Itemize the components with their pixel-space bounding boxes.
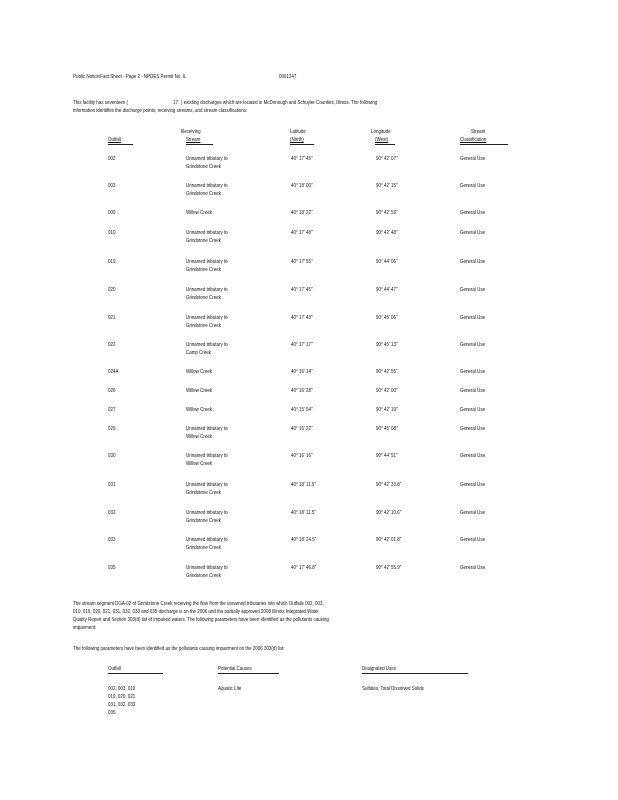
classification-cell: General Use (460, 510, 486, 516)
bottom-potential-cause: Aquatic Life (218, 686, 242, 692)
classification-cell: General Use (460, 369, 486, 375)
longitude-cell: 90° 45' 06" (376, 315, 398, 321)
receiving-stream-line-1: Unnamed tributary to (186, 156, 228, 162)
classification-cell: General Use (460, 482, 486, 488)
longitude-cell: 90° 42' 07" (376, 156, 398, 162)
bottom-underline-outfall (108, 673, 163, 674)
impairment-line-2: 010, 019, 020, 021, 031, 032, 033 and 035 discharge is on the 2006 and the partially approved 2008 Illinois Integrated Water (73, 609, 319, 615)
receiving-stream-line-2: Willow Creek (186, 434, 213, 440)
table-row (0, 183, 618, 199)
receiving-stream-line-1: Willow Creek (186, 388, 213, 394)
longitude-cell: 90° 42' 01.8" (376, 537, 402, 543)
receiving-stream-line-2: Willow Creek (186, 461, 213, 467)
outfall-cell: 032 (108, 510, 116, 516)
longitude-cell: 90° 42' 33.8" (376, 482, 402, 488)
impairment-line-1: The stream segment DGA-02 of Grindstone Creek receiving the flow from the unnamed tributaries into which Outfalls 002, 003, (73, 601, 324, 607)
longitude-cell: 90° 42' 55.9" (376, 565, 402, 571)
latitude-cell: 40° 18' 24.5" (291, 537, 317, 543)
intro-outfall-count: 17 (173, 100, 178, 106)
classification-cell: General Use (460, 453, 486, 459)
header-latitude-north: (North) (290, 137, 304, 143)
receiving-stream-line-1: Willow Creek (186, 369, 213, 375)
table-row (0, 388, 618, 404)
receiving-stream-line-1: Unnamed tributary to (186, 453, 228, 459)
latitude-cell: 40° 17' 43" (291, 315, 313, 321)
header-underline-longitude (375, 144, 395, 145)
classification-cell: General Use (460, 156, 486, 162)
classification-cell: General Use (460, 342, 486, 348)
latitude-cell: 40° 16' 22" (291, 426, 313, 432)
bottom-outfall-line-1: 002, 003, 010 (108, 686, 136, 692)
table-row (0, 565, 618, 581)
latitude-cell: 40° 18' 22" (291, 210, 313, 216)
outfall-cell: 026 (108, 388, 116, 394)
bottom-outfall-line-3: 031, 032, 033 (108, 702, 136, 708)
receiving-stream-line-2: Grindstone Creek (186, 295, 221, 301)
longitude-cell: 90° 42' 48" (376, 230, 398, 236)
header-classification: Classification (460, 137, 487, 143)
outfall-cell: 019 (108, 259, 116, 265)
latitude-cell: 40° 17' 48" (291, 230, 313, 236)
header-underline-outfall (108, 144, 133, 145)
table-row (0, 230, 618, 246)
table-row (0, 210, 618, 226)
outfall-cell: 027 (108, 407, 116, 413)
latitude-cell: 40° 16' 28" (291, 388, 313, 394)
longitude-cell: 90° 42' 10.6" (376, 510, 402, 516)
impairment-line-4: impairment: (73, 625, 97, 631)
longitude-cell: 90° 42' 53" (376, 210, 398, 216)
bottom-header-outfall: Outfall (108, 666, 121, 672)
classification-cell: General Use (460, 259, 486, 265)
classification-cell: General Use (460, 287, 486, 293)
table-row (0, 426, 618, 442)
latitude-cell: 40° 16' 14" (291, 369, 313, 375)
longitude-cell: 90° 45' 13" (376, 342, 398, 348)
header-longitude: Longitude (371, 129, 391, 135)
longitude-cell: 90° 44' 06" (376, 259, 398, 265)
outfall-cell: 003 (108, 183, 116, 189)
table-row (0, 482, 618, 498)
header-underline-classification (460, 144, 508, 145)
outfall-cell: 021 (108, 315, 116, 321)
receiving-stream-line-2: Grindstone Creek (186, 518, 221, 524)
receiving-stream-line-1: Unnamed tributary to (186, 230, 228, 236)
bottom-outfall-line-4: 035 (108, 710, 116, 716)
classification-cell: General Use (460, 426, 486, 432)
table-row (0, 369, 618, 385)
table-row (0, 510, 618, 526)
header-receiving: Receiving (181, 129, 201, 135)
longitude-cell: 90° 44' 47" (376, 287, 398, 293)
receiving-stream-line-2: Grindstone Creek (186, 191, 221, 197)
outfall-cell: 031 (108, 482, 116, 488)
latitude-cell: 40° 15' 54" (291, 407, 313, 413)
outfall-cell: 010 (108, 230, 116, 236)
latitude-cell: 40° 17' 45" (291, 287, 313, 293)
table-row (0, 287, 618, 303)
header-underline-stream (186, 144, 213, 145)
outfall-cell: 035 (108, 565, 116, 571)
longitude-cell: 90° 45' 08" (376, 426, 398, 432)
bottom-outfall-line-2: 019, 020, 021 (108, 694, 136, 700)
latitude-cell: 40° 17' 45" (291, 156, 313, 162)
intro-line-1-end: ) existing discharges which are located in McDonough and Schuyler Counties, Illinois. The following (181, 100, 378, 106)
classification-cell: General Use (460, 183, 486, 189)
receiving-stream-line-1: Willow Creek (186, 210, 213, 216)
longitude-cell: 90° 44' 51" (376, 453, 398, 459)
longitude-cell: 90° 42' 19" (376, 407, 398, 413)
bottom-underline-uses (362, 673, 468, 674)
outfall-cell: 024A (108, 369, 119, 375)
receiving-stream-line-1: Unnamed tributary to (186, 342, 228, 348)
outfall-cell: 029 (108, 426, 116, 432)
table-row (0, 259, 618, 275)
bottom-header-uses: Designated Uses (362, 666, 396, 672)
bottom-designated-use: Sulfates, Total Dissolved Solids (362, 686, 424, 692)
receiving-stream-line-2: Grindstone Creek (186, 573, 221, 579)
header-title: Public Notice/Fact Sheet - Page 2 - NPDES Permit No. IL (73, 74, 187, 80)
header-latitude: Latitude (290, 129, 306, 135)
classification-cell: General Use (460, 388, 486, 394)
latitude-cell: 40° 17' 55" (291, 259, 313, 265)
header-outfall: Outfall (108, 137, 121, 143)
receiving-stream-line-2: Grindstone Creek (186, 323, 221, 329)
receiving-stream-line-1: Unnamed tributary to (186, 426, 228, 432)
outfall-cell: 009 (108, 210, 116, 216)
latitude-cell: 40° 17' 46.8" (291, 565, 317, 571)
latitude-cell: 40° 16' 16" (291, 453, 313, 459)
header-stream-top: Stream (471, 129, 486, 135)
outfall-cell: 033 (108, 537, 116, 543)
latitude-cell: 40° 17' 17" (291, 342, 313, 348)
receiving-stream-line-1: Unnamed tributary to (186, 259, 228, 265)
outfall-cell: 022 (108, 342, 116, 348)
bottom-underline-causes (218, 673, 279, 674)
receiving-stream-line-1: Unnamed tributary to (186, 537, 228, 543)
longitude-cell: 90° 42' 15" (376, 183, 398, 189)
receiving-stream-line-2: Grindstone Creek (186, 267, 221, 273)
latitude-cell: 40° 18' 11.5" (291, 510, 316, 516)
outfall-cell: 002 (108, 156, 116, 162)
receiving-stream-line-1: Unnamed tributary to (186, 287, 228, 293)
table-row (0, 453, 618, 469)
outfall-cell: 020 (108, 287, 116, 293)
longitude-cell: 90° 42' 00" (376, 388, 398, 394)
table-row (0, 156, 618, 172)
receiving-stream-line-2: Grindstone Creek (186, 490, 221, 496)
receiving-stream-line-2: Grindstone Creek (186, 238, 221, 244)
classification-cell: General Use (460, 315, 486, 321)
classification-cell: General Use (460, 407, 486, 413)
impairment-line-3: Quality Report and Section 303(d) list of impaired waters. The following parameters have been identified as the pollutants causing (73, 617, 329, 623)
bottom-header-causes: Potential Causes (218, 666, 252, 672)
receiving-stream-line-1: Unnamed tributary to (186, 510, 228, 516)
header-stream: Stream (186, 137, 201, 143)
receiving-stream-line-2: Grindstone Creek (186, 164, 221, 170)
parameters-intro: The following parameters have been identified as the pollutants causing impairment on the 2006 303(d) list: (73, 646, 285, 652)
receiving-stream-line-1: Unnamed tributary to (186, 183, 228, 189)
classification-cell: General Use (460, 537, 486, 543)
outfall-cell: 030 (108, 453, 116, 459)
header-permit-number: 0061247 (279, 74, 297, 80)
receiving-stream-line-2: Grindstone Creek (186, 545, 221, 551)
table-row (0, 315, 618, 331)
receiving-stream-line-1: Willow Creek (186, 407, 213, 413)
classification-cell: General Use (460, 210, 486, 216)
classification-cell: General Use (460, 565, 486, 571)
latitude-cell: 40° 18' 00" (291, 183, 313, 189)
receiving-stream-line-1: Unnamed tributary to (186, 315, 228, 321)
intro-line-1-start: This facility has seventeen ( (73, 100, 129, 106)
table-row (0, 537, 618, 553)
intro-line-2: information identifies the discharge points, receiving streams, and stream classifications: (73, 108, 248, 114)
classification-cell: General Use (460, 230, 486, 236)
header-underline-latitude (290, 144, 314, 145)
receiving-stream-line-2: Camp Creek (186, 350, 212, 356)
table-row (0, 407, 618, 423)
header-longitude-west: (West) (375, 137, 389, 143)
receiving-stream-line-1: Unnamed tributary to (186, 565, 228, 571)
table-row (0, 342, 618, 358)
longitude-cell: 90° 42' 55" (376, 369, 398, 375)
receiving-stream-line-1: Unnamed tributary to (186, 482, 228, 488)
latitude-cell: 40° 18' 11.5" (291, 482, 316, 488)
